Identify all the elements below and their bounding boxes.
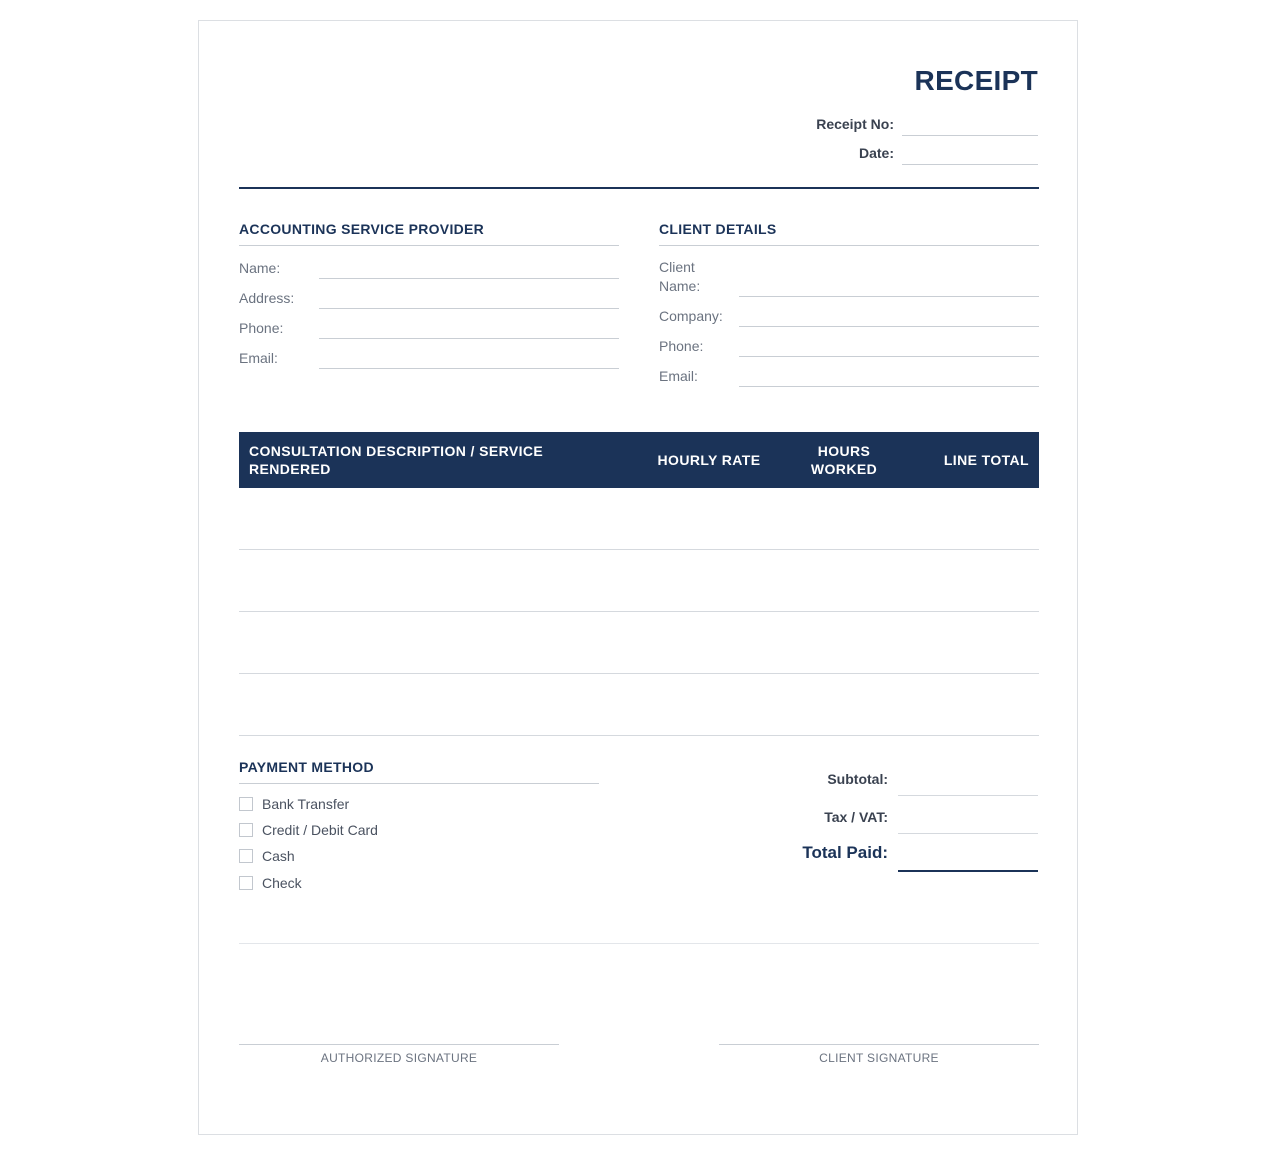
provider-address-label: Address: [239, 290, 295, 306]
provider-phone-field[interactable] [319, 318, 619, 339]
authorized-signature-line[interactable] [239, 1044, 559, 1065]
header-divider [239, 187, 1039, 189]
provider-heading: ACCOUNTING SERVICE PROVIDER [239, 221, 619, 246]
receipt-number-field[interactable] [902, 115, 1038, 136]
payment-method-heading: PAYMENT METHOD [239, 759, 599, 784]
checkbox-icon[interactable] [239, 849, 253, 863]
table-row [239, 488, 1039, 550]
hours-cell[interactable] [789, 550, 899, 612]
col-hours-header: HOURS WORKED [789, 432, 899, 488]
hours-cell[interactable] [789, 488, 899, 550]
subtotal-label: Subtotal: [827, 771, 888, 787]
provider-name-label: Name: [239, 260, 281, 276]
footer-divider [239, 943, 1039, 944]
col-description-header: CONSULTATION DESCRIPTION / SERVICE RENDERED [239, 432, 629, 488]
checkbox-icon[interactable] [239, 797, 253, 811]
receipt-date-label: Date: [858, 145, 894, 161]
line-total-cell[interactable] [899, 550, 1039, 612]
provider-phone-label: Phone: [239, 320, 284, 336]
services-table [239, 432, 1039, 736]
subtotal-field[interactable] [898, 765, 1038, 796]
total-paid-field[interactable] [898, 834, 1038, 872]
line-total-cell[interactable] [899, 612, 1039, 674]
table-row [239, 612, 1039, 674]
subtotal-row [802, 765, 1038, 796]
client-company-field[interactable] [739, 306, 1039, 327]
hours-cell[interactable] [789, 612, 899, 674]
payment-option-label: Check [262, 875, 302, 891]
col-total-header: LINE TOTAL [899, 432, 1039, 488]
provider-email-row [239, 348, 619, 369]
receipt-date-row [859, 144, 1038, 165]
payment-method-section [239, 759, 599, 897]
table-row [239, 674, 1039, 736]
client-name-row [659, 258, 1039, 297]
client-email-label: Email: [659, 368, 698, 384]
receipt-title: RECEIPT [914, 65, 1038, 96]
provider-email-field[interactable] [319, 348, 619, 369]
provider-name-row [239, 258, 619, 279]
payment-option-label: Credit / Debit Card [262, 822, 378, 838]
receipt-page [198, 20, 1078, 1135]
payment-option-card[interactable] [239, 817, 599, 843]
receipt-date-field[interactable] [902, 144, 1038, 165]
authorized-signature-label: AUTHORIZED SIGNATURE [320, 1051, 478, 1065]
rate-cell[interactable] [629, 674, 789, 736]
receipt-number-row [816, 115, 1038, 136]
client-name-label: Client Name: [659, 259, 701, 294]
receipt-number-label: Receipt No: [816, 116, 894, 132]
provider-email-label: Email: [239, 350, 278, 366]
rate-cell[interactable] [629, 612, 789, 674]
payment-option-label: Cash [262, 848, 295, 864]
hours-cell[interactable] [789, 674, 899, 736]
rate-cell[interactable] [629, 550, 789, 612]
checkbox-icon[interactable] [239, 876, 253, 890]
tax-row [802, 803, 1038, 834]
totals-section [802, 765, 1038, 872]
client-company-row [659, 306, 1039, 327]
payment-option-check[interactable] [239, 869, 599, 897]
client-phone-row [659, 336, 1039, 357]
total-paid-row [802, 834, 1038, 872]
description-cell[interactable] [239, 674, 629, 736]
payment-option-label: Bank Transfer [262, 796, 350, 812]
line-total-cell[interactable] [899, 674, 1039, 736]
client-section [659, 221, 1039, 387]
provider-name-field[interactable] [319, 258, 619, 279]
table-header-row [239, 432, 1039, 488]
client-email-field[interactable] [739, 366, 1039, 387]
total-paid-label: Total Paid: [802, 843, 888, 862]
rate-cell[interactable] [629, 488, 789, 550]
payment-option-cash[interactable] [239, 843, 599, 869]
provider-section [239, 221, 619, 369]
provider-address-field[interactable] [319, 288, 619, 309]
client-signature-line[interactable] [719, 1044, 1039, 1065]
provider-phone-row [239, 318, 619, 339]
client-name-field[interactable] [739, 276, 1039, 297]
line-total-cell[interactable] [899, 488, 1039, 550]
client-email-row [659, 366, 1039, 387]
table-row [239, 550, 1039, 612]
client-signature-label: CLIENT SIGNATURE [819, 1051, 939, 1065]
client-company-label: Company: [659, 308, 723, 324]
tax-label: Tax / VAT: [824, 809, 888, 825]
description-cell[interactable] [239, 550, 629, 612]
client-phone-field[interactable] [739, 336, 1039, 357]
col-rate-header: HOURLY RATE [629, 432, 789, 488]
provider-address-row [239, 288, 619, 309]
description-cell[interactable] [239, 488, 629, 550]
payment-option-bank-transfer[interactable] [239, 791, 599, 817]
client-heading: CLIENT DETAILS [659, 221, 1039, 246]
client-phone-label: Phone: [659, 338, 704, 354]
checkbox-icon[interactable] [239, 823, 253, 837]
description-cell[interactable] [239, 612, 629, 674]
tax-field[interactable] [898, 803, 1038, 834]
